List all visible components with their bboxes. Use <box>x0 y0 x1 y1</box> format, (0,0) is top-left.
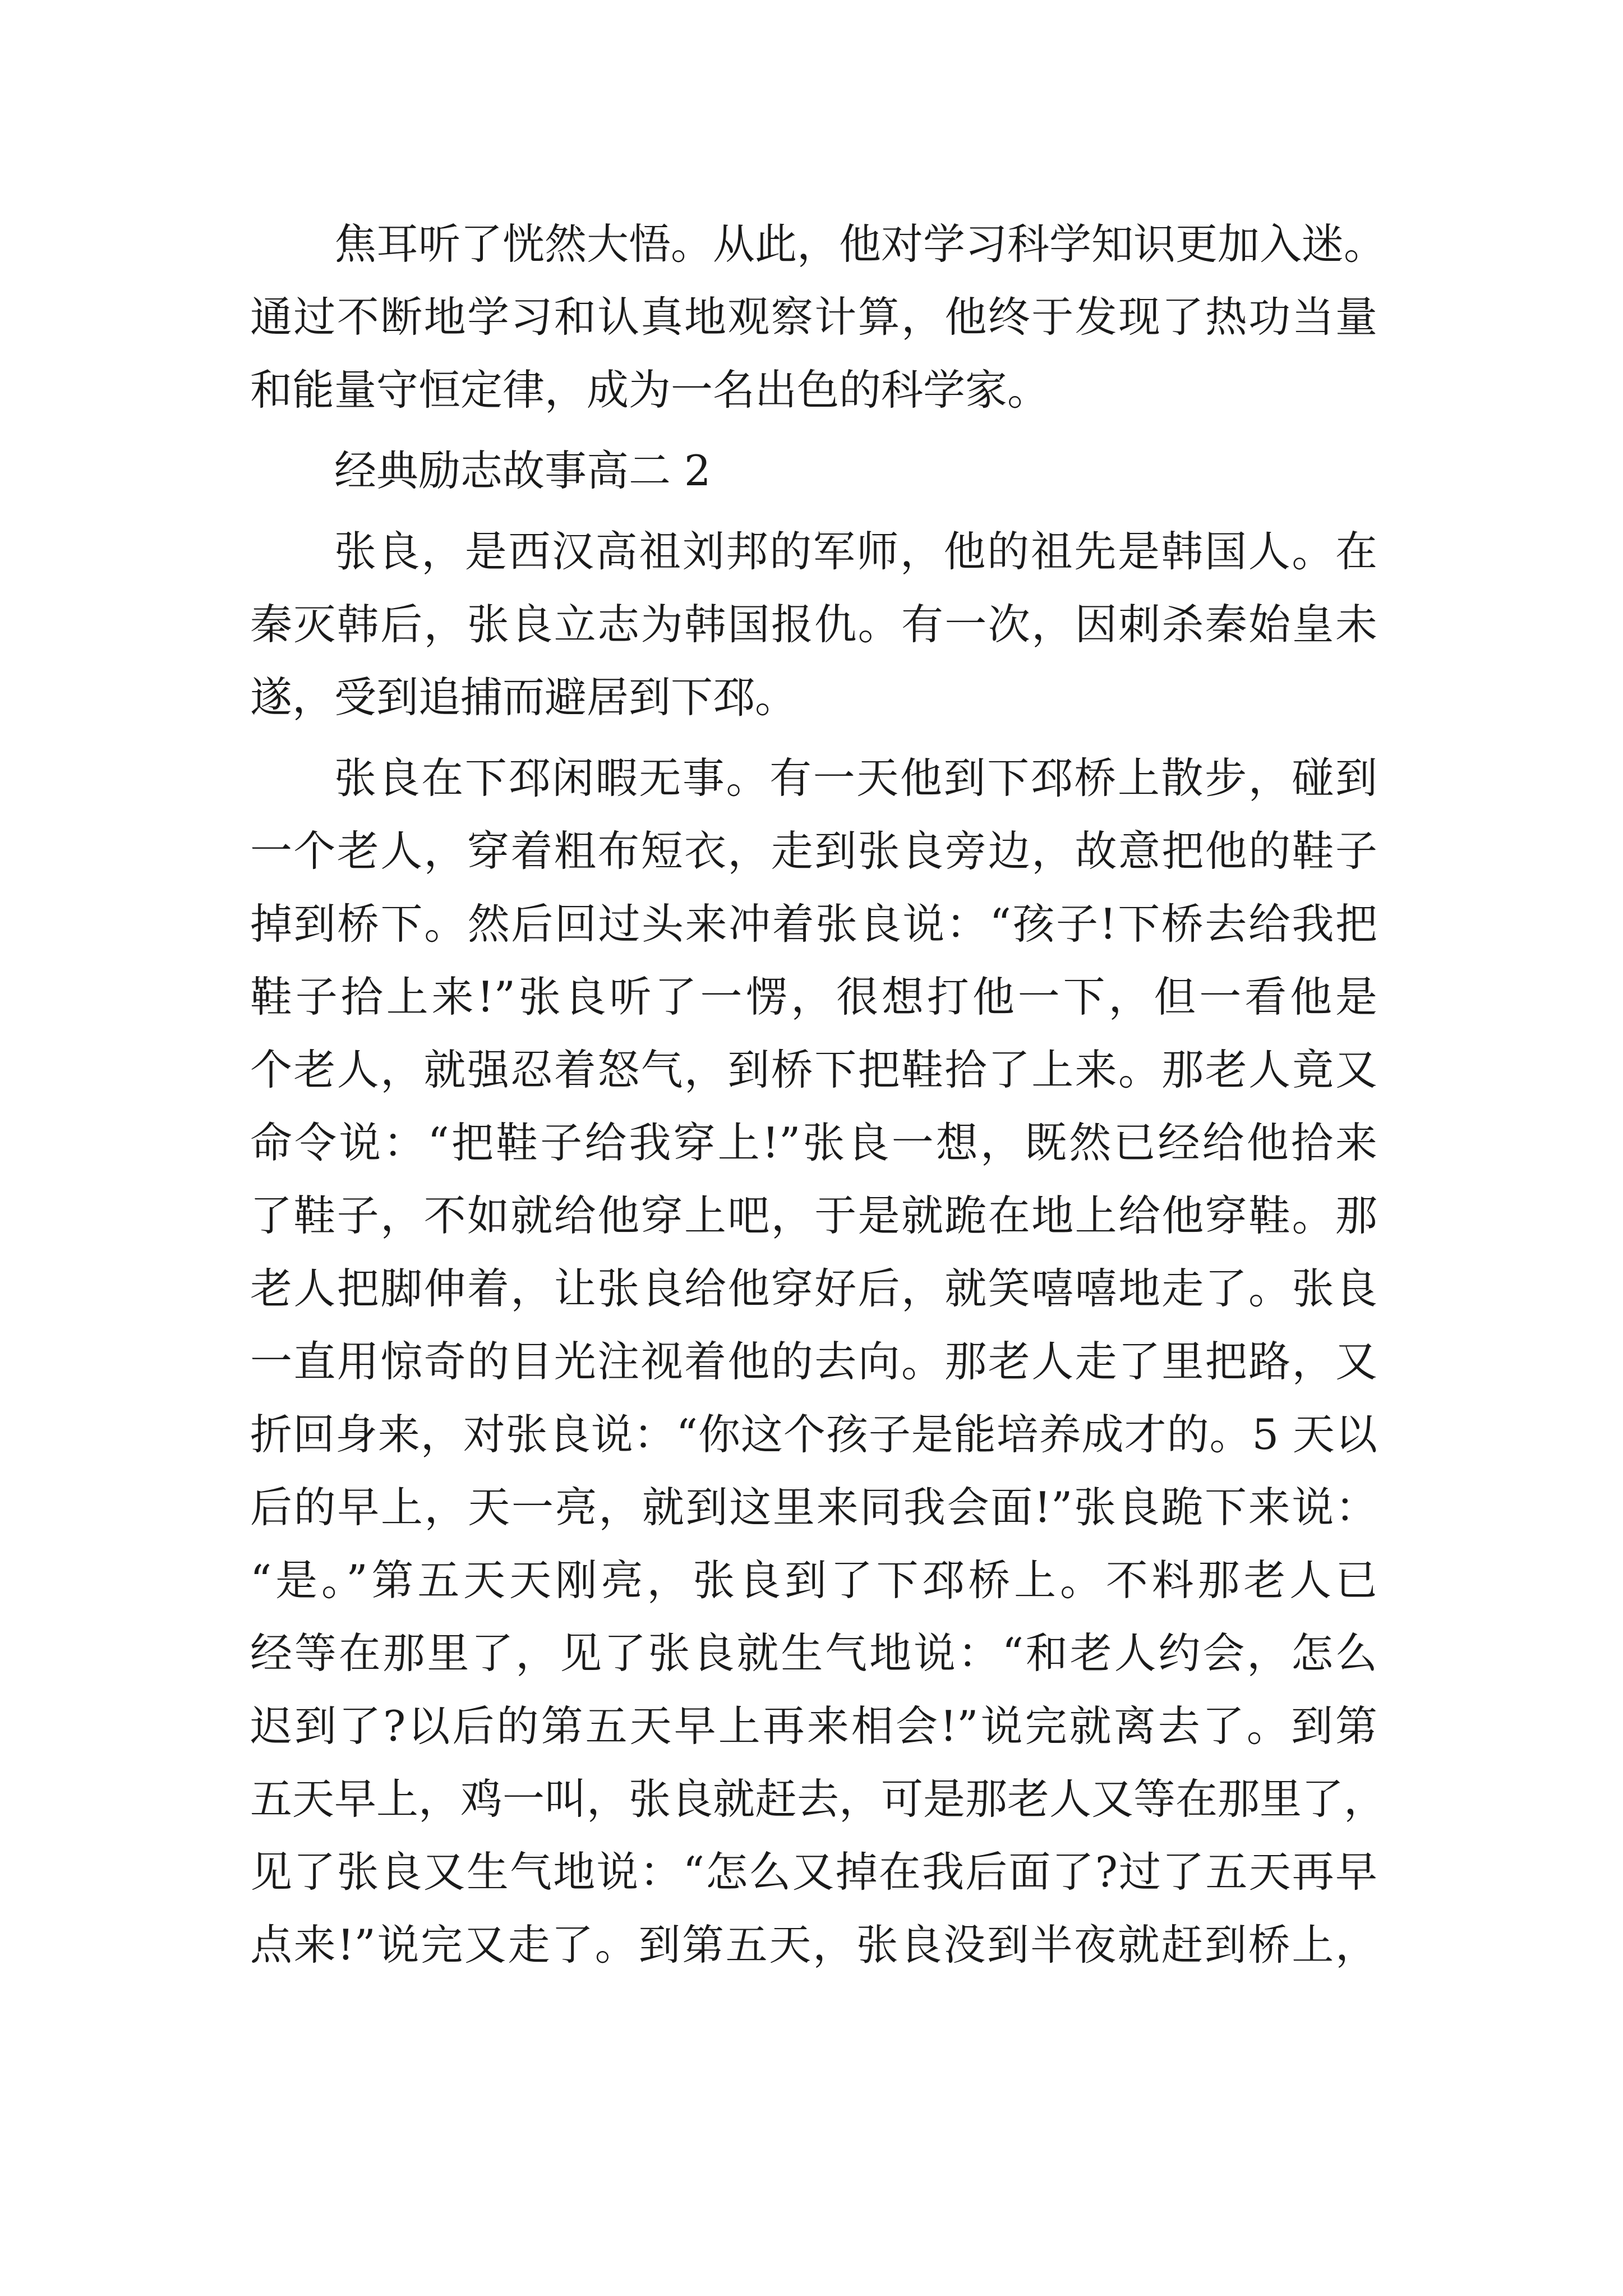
paragraph <box>250 742 1386 1981</box>
text-line: “是。”第五天天刚亮，张良到了下邳桥上。不料那老人已 <box>250 1556 1377 1605</box>
text-line: 掉到桥下。然后回过头来冲着张良说：“孩子!下桥去给我把 <box>250 899 1377 949</box>
paragraph-spacing <box>250 426 1377 434</box>
heading-line: 经典励志故事高二 2 <box>334 446 711 495</box>
text-line: 个老人，就强忍着怒气，到桥下把鞋拾了上来。那老人竟又 <box>250 1045 1377 1094</box>
text-line: 了鞋子，不如就给他穿上吧，于是就跪在地上给他穿鞋。那 <box>250 1191 1377 1240</box>
section-heading <box>250 434 1377 507</box>
text-line: 点来!”说完又走了。到第五天，张良没到半夜就赶到桥上， <box>250 1920 1377 1970</box>
paragraph-spacing <box>250 507 1377 515</box>
text-line: 折回身来，对张良说：“你这个孩子是能培养成才的。5 天以 <box>250 1410 1377 1459</box>
text-line: 和能量守恒定律，成为一名出色的科学家。 <box>250 365 1050 415</box>
text-line: 张良在下邳闲暇无事。有一天他到下邳桥上散步，碰到 <box>334 753 1377 803</box>
text-line: 秦灭韩后，张良立志为韩国报仇。有一次，因刺杀秦始皇未 <box>250 600 1377 649</box>
text-line: 迟到了?以后的第五天早上再来相会!”说完就离去了。到第 <box>250 1701 1377 1751</box>
text-line: 见了张良又生气地说：“怎么又掉在我后面了?过了五天再早 <box>250 1847 1377 1897</box>
text-line: 遂，受到追捕而避居到下邳。 <box>250 673 797 722</box>
paragraph <box>250 515 1377 734</box>
text-line: 命令说：“把鞋子给我穿上!”张良一想，既然已经给他拾来 <box>250 1118 1377 1167</box>
text-line: 焦耳听了恍然大悟。从此，他对学习科学知识更加入迷。 <box>334 219 1386 269</box>
paragraph <box>250 208 1386 426</box>
text-line: 老人把脚伸着，让张良给他穿好后，就笑嘻嘻地走了。张良 <box>250 1264 1377 1313</box>
paragraph-spacing <box>250 734 1377 742</box>
text-line: 一直用惊奇的目光注视着他的去向。那老人走了里把路，又 <box>250 1337 1377 1386</box>
text-line: 一个老人，穿着粗布短衣，走到张良旁边，故意把他的鞋子 <box>250 826 1377 876</box>
text-line: 鞋子拾上来!”张良听了一愣，很想打他一下，但一看他是 <box>250 972 1377 1022</box>
text-line: 张良，是西汉高祖刘邦的军师，他的祖先是韩国人。在 <box>334 527 1377 576</box>
text-line: 后的早上，天一亮，就到这里来同我会面!”张良跪下来说： <box>250 1483 1377 1532</box>
text-line: 经等在那里了，见了张良就生气地说：“和老人约会，怎么 <box>250 1628 1377 1678</box>
text-line: 五天早上，鸡一叫，张良就赶去，可是那老人又等在那里了， <box>250 1774 1386 1824</box>
body-text <box>250 208 1386 1981</box>
text-line: 通过不断地学习和认真地观察计算，他终于发现了热功当量 <box>250 292 1377 342</box>
